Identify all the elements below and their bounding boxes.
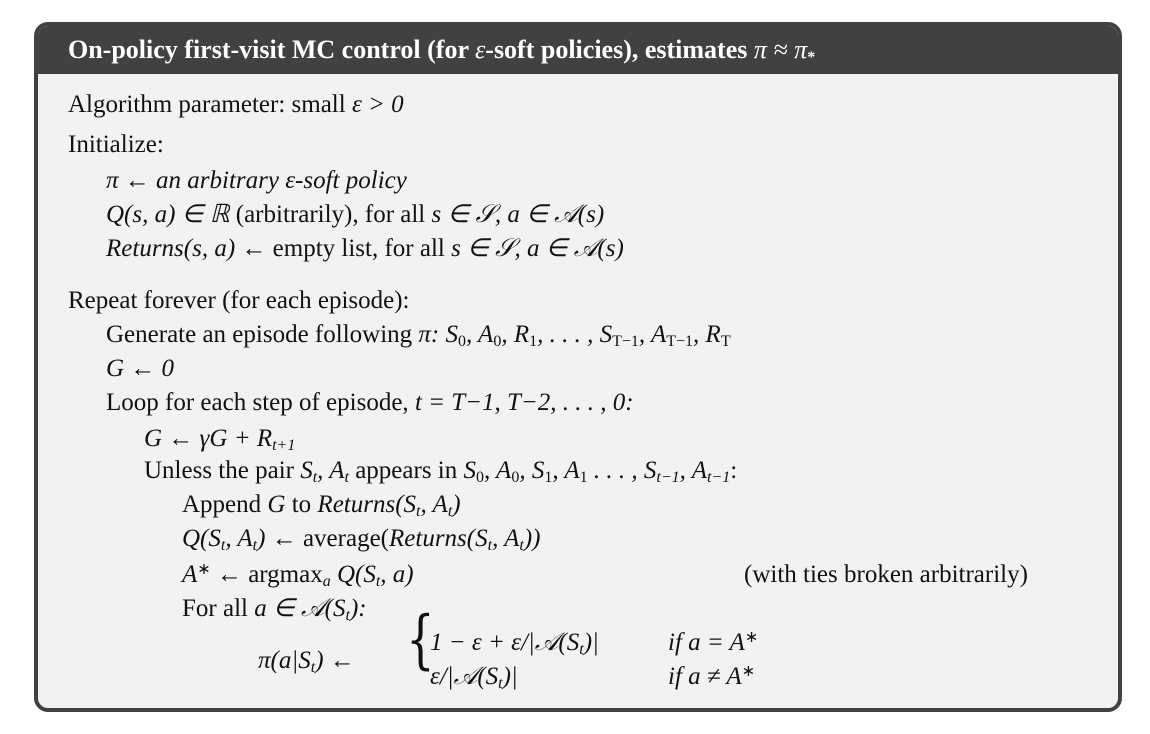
param-line bbox=[68, 90, 404, 120]
policy-init-line: π ← an arbitrary ε-soft policy bbox=[106, 167, 407, 194]
case-2-expr: ε/|𝒜(S bbox=[430, 663, 499, 690]
param-text: Algorithm parameter: small bbox=[68, 91, 352, 118]
g-update-line bbox=[144, 424, 295, 454]
repeat-line: Repeat forever (for each episode): bbox=[68, 287, 410, 314]
returns-args: (s, a) ← bbox=[183, 235, 273, 262]
returns-name: Returns bbox=[106, 235, 184, 262]
loop-math: t = T−1, T−2, . . . , 0: bbox=[414, 389, 634, 416]
q-init-domain: s ∈ 𝒮, a ∈ 𝒜(s) bbox=[431, 201, 605, 228]
case-2-close: )| bbox=[502, 663, 518, 690]
loop-line bbox=[106, 388, 634, 418]
generate-math: π: S bbox=[418, 321, 458, 348]
append-line: Append G to $Returns(S_t$, $A_t$) bbox=[182, 491, 461, 520]
unless-line: Unless the pair $S_t$, $A_t$ appears in $S_0$, $A_0$, $S_1$, $A_1$ . . . , $S_{t-1}$, $A_{t-1}$: bbox=[144, 457, 738, 486]
generate-line: Generate an episode following π: $S_0$, $A_0$, $R_1$, . . . , $S_{T-1}$, $A_{T-1}$, $R_T$ bbox=[106, 321, 731, 350]
q-init-text: (arbitrarily), for all bbox=[229, 201, 432, 228]
title-suffix: -soft policies), estimates bbox=[485, 35, 754, 64]
init-heading: Initialize: bbox=[68, 131, 164, 158]
case-1-value: $1 - \varepsilon + \varepsilon/|𝒜(S_t)|$ bbox=[430, 629, 599, 658]
forall-text: For all bbox=[182, 595, 255, 622]
q-init-line bbox=[106, 200, 604, 230]
append-text: Append bbox=[182, 491, 268, 518]
case-2-condition: if a ≠ A∗ bbox=[668, 663, 756, 690]
case-2-value: $\varepsilon/|𝒜(S_t)|$ bbox=[430, 663, 518, 692]
algorithm-title bbox=[38, 26, 1118, 74]
returns-init-line bbox=[106, 234, 624, 264]
append-to: to bbox=[285, 491, 318, 518]
case-1-expr: 1 − ε + ε/|𝒜(S bbox=[430, 629, 580, 656]
astar-argmax: ← argmax bbox=[210, 561, 323, 588]
title-epsilon: ε bbox=[475, 35, 486, 64]
param-math: ε > 0 bbox=[351, 91, 404, 118]
case-1-cond-text: if a = A bbox=[668, 629, 745, 656]
g-update-sub: t+1 bbox=[272, 437, 296, 454]
case-1-condition: if a = A∗ bbox=[668, 629, 759, 656]
q-update-line: $Q(S_t$, $A_t$) ← $average(Returns(S_t$, $A_t$)) bbox=[182, 525, 541, 554]
q-update-average: ← average( bbox=[265, 525, 389, 552]
generate-text: Generate an episode following bbox=[106, 321, 419, 348]
ties-note: (with ties broken arbitrarily) bbox=[744, 561, 1028, 588]
astar-line: A∗ ← argmax$_a$ $Q(S_t$, a) bbox=[182, 561, 414, 590]
unless-appears: appears in bbox=[348, 457, 464, 484]
case-2-cond-text: if a ≠ A bbox=[668, 663, 742, 690]
unless-text: Unless the pair bbox=[144, 457, 301, 484]
case-1-close: )| bbox=[583, 629, 599, 656]
loop-text: Loop for each step of episode, bbox=[106, 389, 415, 416]
policy-update-lhs: $\pi(a|S_t)$ ← bbox=[258, 647, 355, 676]
returns-domain: s ∈ 𝒮, a ∈ 𝒜(s) bbox=[451, 235, 624, 262]
title-star: * bbox=[807, 49, 816, 66]
forall-line: For all a ∈ $𝒜(S_t)$: bbox=[182, 595, 367, 624]
g-init-line: G ← 0 bbox=[106, 355, 175, 382]
title-prefix: On-policy first-visit MC control (for bbox=[68, 35, 476, 64]
title-math: π ≈ π bbox=[753, 35, 808, 64]
g-update-math: G ← γG + R bbox=[144, 425, 273, 452]
returns-text: empty list, for all bbox=[272, 235, 452, 262]
q-init-math: Q(s, a) ∈ ℝ bbox=[106, 201, 230, 228]
cases-brace: { bbox=[406, 603, 435, 677]
